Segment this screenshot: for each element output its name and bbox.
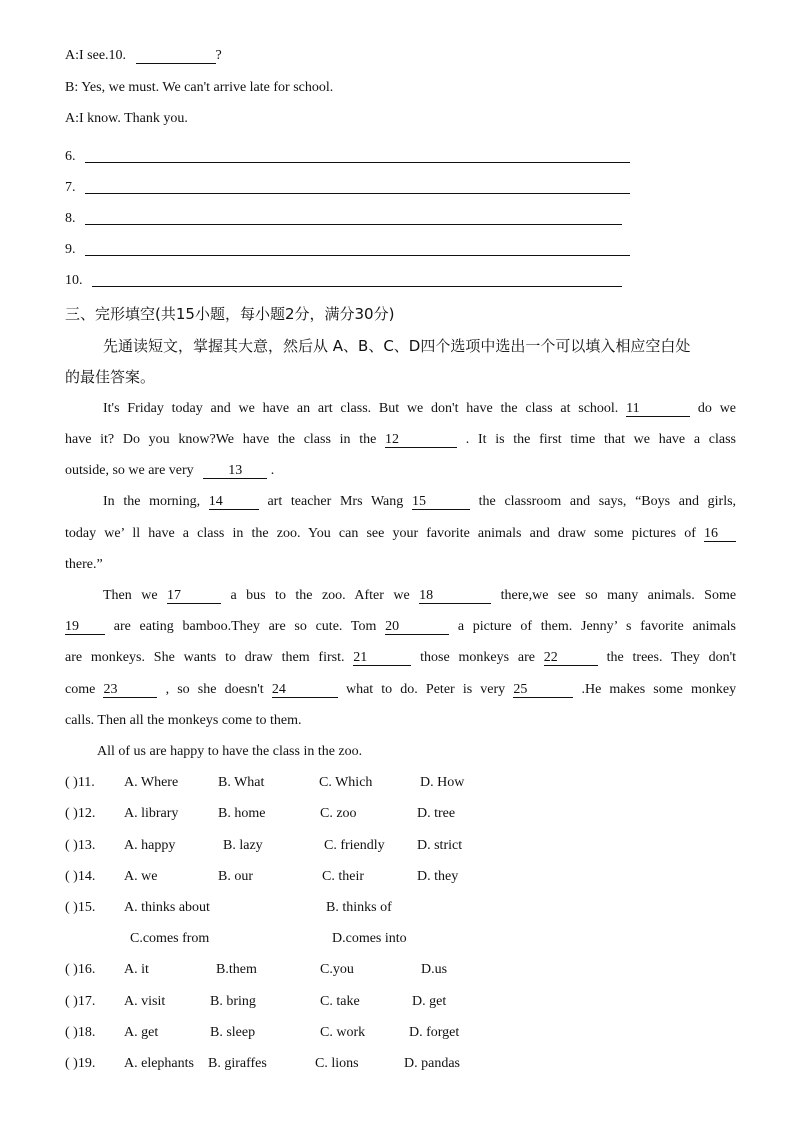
- dialogue-a10: [65, 47, 222, 65]
- question-number: ( )12.: [65, 806, 96, 821]
- instruction-line-1: 先通读短文，掌握其大意，然后从 A、B、C、D四个选项中选出一个可以填入相应空白处: [103, 337, 691, 355]
- option-c[interactable]: C. work: [320, 1025, 366, 1040]
- answer-line-10[interactable]: [92, 286, 622, 287]
- blank-18[interactable]: 18: [419, 588, 491, 604]
- blank-22[interactable]: 22: [544, 650, 598, 666]
- passage-line-5: today we’ ll have a class in the zoo. You can see your favorite animals and draw some pictures of 16: [65, 525, 736, 543]
- passage-line-7: Then we 17 a bus to the zoo. After we 18 there,we see so many animals. Some: [103, 588, 737, 603]
- question-number: ( )16.: [65, 962, 96, 977]
- blank-21[interactable]: 21: [353, 650, 411, 666]
- blank-12[interactable]: 12: [385, 432, 457, 448]
- passage-line-9: are monkeys. She wants to draw them first. 21 those monkeys are 22 the trees. They don't: [65, 650, 737, 665]
- blank-13[interactable]: 13: [203, 463, 267, 479]
- option-a[interactable]: A. happy: [124, 838, 176, 853]
- question-number: ( )13.: [65, 838, 96, 853]
- dialogue-a10-prefix: A:I see.10.: [65, 48, 127, 63]
- option-a[interactable]: A. elephants: [124, 1056, 194, 1071]
- passage-line-3: outside, so we are very 13 .: [65, 463, 275, 478]
- blank-25[interactable]: 25: [513, 682, 573, 698]
- blank-20[interactable]: 20: [385, 619, 449, 635]
- question-number: ( )17.: [65, 994, 96, 1009]
- option-c[interactable]: C. their: [322, 869, 364, 884]
- blank-24[interactable]: 24: [272, 682, 338, 698]
- answer-number-6: 6.: [65, 149, 76, 164]
- blank-16[interactable]: 16: [704, 526, 736, 542]
- option-c[interactable]: C. take: [320, 994, 360, 1009]
- option-d[interactable]: D. they: [417, 869, 459, 884]
- answer-line-7[interactable]: [85, 193, 630, 194]
- option-b[interactable]: B. lazy: [223, 838, 263, 853]
- dialogue-b: B: Yes, we must. We can't arrive late for school.: [65, 80, 334, 95]
- option-a[interactable]: A. visit: [124, 994, 166, 1009]
- dialogue-a10-suffix: ?: [215, 48, 222, 63]
- option-a[interactable]: A. thinks about: [124, 900, 210, 915]
- option-b[interactable]: B.them: [216, 962, 257, 977]
- option-c[interactable]: C. friendly: [324, 838, 385, 853]
- answer-number-7: 7.: [65, 180, 76, 195]
- answer-line-6[interactable]: [85, 162, 630, 163]
- option-b[interactable]: B. sleep: [210, 1025, 256, 1040]
- answer-number-8: 8.: [65, 211, 76, 226]
- answer-number-9: 9.: [65, 242, 76, 257]
- answer-line-8[interactable]: [85, 224, 622, 225]
- option-b[interactable]: B. giraffes: [208, 1056, 267, 1071]
- option-c[interactable]: C. lions: [315, 1056, 359, 1071]
- passage-line-2: have it? Do you know?We have the class in the 12 . It is the first time that we have a class: [65, 432, 737, 447]
- option-d[interactable]: D.comes into: [332, 931, 407, 946]
- option-d[interactable]: D. tree: [417, 806, 456, 821]
- blank-17[interactable]: 17: [167, 588, 221, 604]
- question-number: ( )15.: [65, 900, 96, 915]
- blank-23[interactable]: 23: [103, 682, 157, 698]
- option-b[interactable]: B. home: [218, 806, 266, 821]
- option-d[interactable]: D. forget: [409, 1025, 460, 1040]
- option-d[interactable]: D. strict: [417, 838, 463, 853]
- option-c[interactable]: C. zoo: [320, 806, 357, 821]
- blank-19[interactable]: 19: [65, 619, 105, 635]
- passage-line-4: In the morning, 14 art teacher Mrs Wang 15 the classroom and says, “Boys and girls,: [103, 494, 737, 509]
- passage-line-8: 19 are eating bamboo.They are so cute. Tom 20 a picture of them. Jenny’ s favorite animals: [65, 619, 736, 634]
- option-d[interactable]: D. pandas: [404, 1056, 460, 1071]
- option-a[interactable]: A. it: [124, 962, 149, 977]
- option-c[interactable]: C. Which: [319, 775, 373, 790]
- passage-line-1: It's Friday today and we have an art class. But we don't have the class at school. 11 do we: [103, 401, 737, 416]
- option-b[interactable]: B. our: [218, 869, 253, 884]
- dialogue-a: A:I know. Thank you.: [65, 111, 188, 126]
- question-number: ( )18.: [65, 1025, 96, 1040]
- option-c[interactable]: C.you: [320, 962, 354, 977]
- question-number: ( )14.: [65, 869, 96, 884]
- passage-line-12: All of us are happy to have the class in the zoo.: [97, 744, 363, 759]
- option-a[interactable]: A. Where: [124, 775, 179, 790]
- option-a[interactable]: A. library: [124, 806, 179, 821]
- answer-blank[interactable]: [136, 48, 216, 64]
- option-d[interactable]: D. How: [420, 775, 465, 790]
- section-title: 三、完形填空(共15小题，每小题2分，满分30分): [65, 305, 395, 323]
- answer-line-9[interactable]: [85, 255, 630, 256]
- option-a[interactable]: A. get: [124, 1025, 159, 1040]
- question-number: ( )11.: [65, 775, 95, 790]
- option-b[interactable]: B. What: [218, 775, 265, 790]
- option-d[interactable]: D. get: [412, 994, 447, 1009]
- passage-line-11: calls. Then all the monkeys come to them.: [65, 713, 302, 728]
- question-number: ( )19.: [65, 1056, 96, 1071]
- option-b[interactable]: B. bring: [210, 994, 256, 1009]
- option-c[interactable]: C.comes from: [130, 931, 210, 946]
- blank-15[interactable]: 15: [412, 494, 470, 510]
- instruction-line-2: 的最佳答案。: [65, 368, 156, 386]
- option-a[interactable]: A. we: [124, 869, 158, 884]
- blank-11[interactable]: 11: [626, 401, 690, 417]
- passage-line-10: come 23 , so she doesn't 24 what to do. Peter is very 25 .He makes some monkey: [65, 682, 737, 697]
- option-d[interactable]: D.us: [421, 962, 448, 977]
- blank-14[interactable]: 14: [209, 494, 259, 510]
- passage-line-6: there.”: [65, 557, 103, 572]
- answer-number-10: 10.: [65, 273, 83, 288]
- option-b[interactable]: B. thinks of: [326, 900, 392, 915]
